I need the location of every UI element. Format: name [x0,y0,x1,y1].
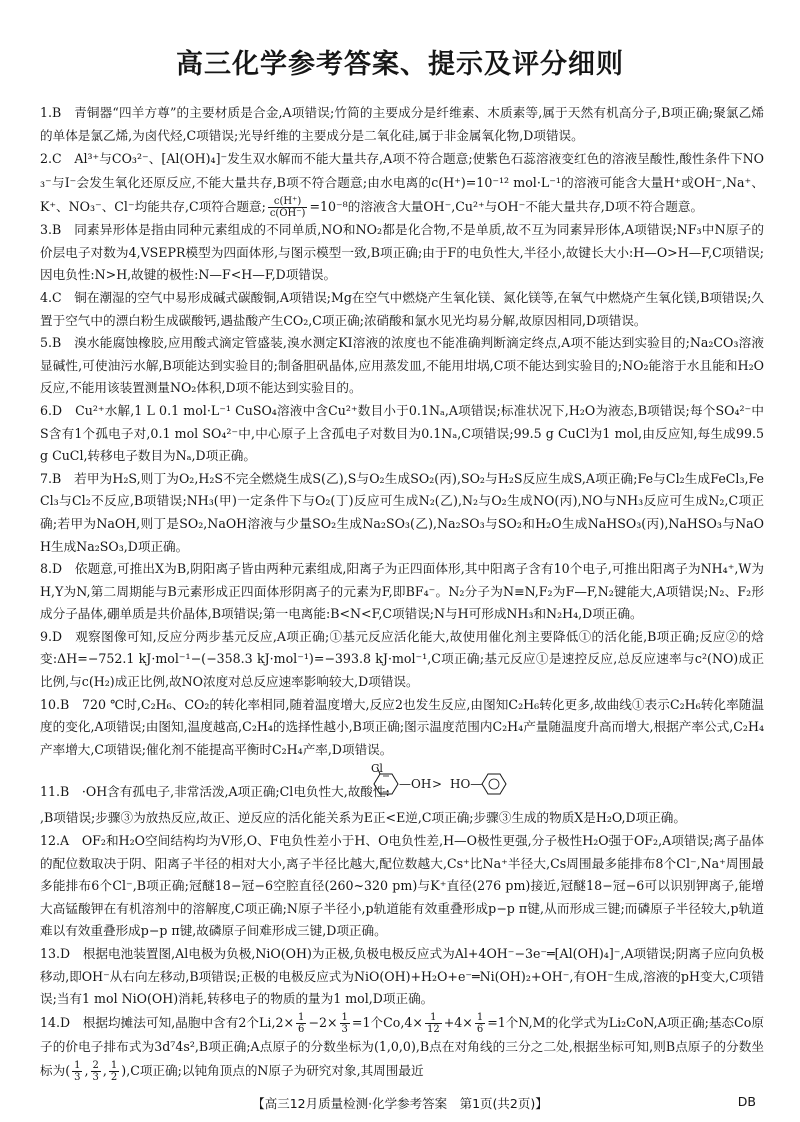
fraction-one-twelfth [425,1012,442,1035]
answer-item-9: 9.D 观察图像可知,反应分两步基元反应,A项正确;①基元反应活化能大,故使用催化剂主要降低①的活化能,B项正确;反应②的焓变:ΔH=−752.1 kJ·mol⁻¹−(−358.3 kJ·mol⁻¹)=−393.8 kJ·mol⁻¹,C项正确;基元反应①是速控反应,总反应速率与c²(NO)成正比例,与c(H₂)成正比例,故NO浓度对总反应速率影响较大,D项错误。 [40,628,764,690]
answer-item-3: 3.B 同素异形体是指由同种元素组成的不同单质,NO和NO₂都是化合物,不是单质,故不互为同素异形体,A项错误;NF₃中N原子的价层电子对数为4,VSEPR模型为四面体形,与图示模型一致,B项正确;由于F的电负性大,半径小,故键长大小:H—O>H—F,C项错误;因电负性:N>H,故键的极性:N—F<H—F,D项错误。 [40,222,764,283]
answer-item-6: 6.D Cu²⁺水解,1 L 0.1 mol·L⁻¹ CuSO₄溶液中含Cu²⁺数目小于0.1Nₐ,A项错误;标准状况下,H₂O为液态,B项错误;每个SO₄²⁻中S含有1个孤电子对,0.1 mol SO₄²⁻中,中心原子上含孤电子对数目为0.1Nₐ,C项错误;99.5 g CuCl为1 mol,由反应知,每生成99.5 g CuCl,转移电子数目为Nₐ,D项正确。 [40,402,764,464]
ratio-numerator: c(H⁺) [268,196,308,208]
ratio-value: =10⁻⁸ [309,199,348,215]
answer-list [40,102,764,1083]
acidity-greater-than: > [432,777,443,792]
answer-item-11 [40,763,764,830]
answer-item-13: 13.D 根据电池装置图,Al电极为负极,NiO(OH)为正极,负极电极反应式为Al+4OH⁻−3e⁻═[Al(OH)₄]⁻,A项错误;阴离子应向负极移动,即OH⁻从右向左移动,B项错误;正极的电极反应式为NiO(OH)+H₂O+e⁻═Ni(OH)₂+OH⁻,有OH⁻生成,溶液的pH变大,C项错误;当有1 mol NiO(OH)消耗,转移电子的物质的量为1 mol,D项正确。 [40,946,764,1007]
frac-den: 2 [110,1071,118,1083]
chlorine-label: Cl [371,763,383,776]
frac-num: 2 [92,1059,99,1071]
coord-y-fraction [91,1060,101,1083]
frac-num: 1 [476,1011,484,1023]
phenol-ring-icon [482,774,506,794]
coord-close-paren: ) [121,1062,127,1078]
answer-item-14 [40,1011,764,1083]
frac-den: 6 [476,1023,484,1035]
answer-item-5: 5.B 溴水能腐蚀橡胶,应用酸式滴定管盛装,溴水测定KI溶液的浓度也不能准确判断滴定终点,A项不能达到实验目的;Na₂CO₃溶液显碱性,可使油污水解,B项能达到实验目的;制备胆矾晶体,应用蒸发皿,不能用坩埚,C项不能达到实验目的;NO₂能溶于水且能和H₂O反应,不能用该装置测量NO₂体积,D项不能达到实验目的。 [40,335,764,396]
answer-item-11-tail: ,B项错误;步骤③为放热反应,故正、逆反应的活化能关系为E正<E逆,C项正确;步骤③生成的物质X是H₂O,D项正确。 [40,810,686,826]
coord-z-fraction [109,1060,119,1083]
n-count-b: +4× [443,1014,473,1030]
page-footer: 【高三12月质量检测·化学参考答案 第1页(共2页)】 [252,1096,548,1111]
aromatic-circle [489,779,499,789]
answer-item-2-tail: 的溶液含大量OH⁻,Cu²⁺与OH⁻不能大量共存,D项不符合题意。 [347,199,704,215]
answer-item-7: 7.B 若甲为H₂S,则丁为O₂,H₂S不完全燃烧生成S(乙),S与O₂生成SO₂(丙),SO₂与H₂S反应生成S,A项正确;Fe与Cl₂生成FeCl₃,FeCl₃与Cl₂不反应,B项错误;NH₃(甲)一定条件下与O₂(丁)反应可生成N₂(乙),N₂与O₂生成NO(丙),NO与NH₃反应可生成N₂,C项正确;若甲为NaOH,则丁是SO₂,NaOH溶液与少量SO₂生成Na₂SO₃(乙),Na₂SO₃与SO₂和H₂O生成NaHSO₃(丙),NaHSO₃与NaOH生成Na₂SO₃,D项正确。 [40,470,764,554]
frac-num: 1 [74,1059,81,1071]
concentration-ratio-fraction [268,196,308,219]
phenol-ho-label: HO— [450,777,483,792]
answer-item-14-tail: ,C项正确;以钝角顶点的N原子为研究对象,其周围最近 [126,1062,424,1078]
answer-item-14-co: =1个Co, [351,1014,405,1030]
frac-den: 3 [74,1071,81,1083]
fraction-one-sixth [475,1012,485,1035]
answer-item-2-text: 2.C Al³⁺与CO₃²⁻、[Al(OH)₄]⁻发生双水解而不能大量共存,A项不符合题意;使紫色石蕊溶液变红色的溶液呈酸性,酸性条件下NO₃⁻与I⁻会发生氧化还原反应,不能大量共存,B项不符合题意;由水电离的c(H⁺)=10⁻¹² mol·L⁻¹的溶液可能含大量H⁺或OH⁻,Na⁺、K⁺、NO₃⁻、Cl⁻均能共存,C项符合题意; [40,151,764,215]
footer-code: DB [737,1094,756,1109]
answer-item-11-text: 11.B ·OH含有孤电子,非常活泼,A项正确;Cl电负性大,故酸性: [40,784,390,800]
frac-num: 1 [298,1011,305,1023]
frac-den: 12 [426,1023,440,1035]
answer-item-14-n: =1个N,M的化学式为Li₂CoN,A项正确;基态Co原子的价电子排布式为3d⁷4s²,B项正确;A点原子的分数坐标为(1,0,0),B点在对角线的三分之二处,根据坐标可知,则B点原子的分数坐标为 [40,1014,764,1078]
ratio-denominator: c(OH⁻) [269,208,306,220]
page-title: 高三化学参考答案、提示及评分细则 [176,49,624,80]
n-count-a: 4× [404,1014,423,1030]
answer-item-1: 1.B 青铜器“四羊方尊”的主要材质是合金,A项错误;竹简的主要成分是纤维素、木质素等,属于天然有机高分子,B项正确;聚氯乙烯的单体是氯乙烯,为卤代烃,C项错误;光导纤维的主要成分是二氧化硅,属于非金属氧化物,D项错误。 [40,105,764,143]
acidity-structure-svg [40,763,764,807]
frac-num: 1 [425,1012,442,1024]
coord-x-fraction [72,1060,82,1083]
frac-den: 3 [341,1023,348,1035]
answer-item-10: 10.B 720 ℃时,C₂H₆、CO₂的转化率相同,随着温度增大,反应2也发生反应,由图知C₂H₆转化更多,故曲线①表示C₂H₆转化率随温度的变化,A项错误;由图知,温度越高,C₂H₄的选择性越小,B项正确;图示温度范围内C₂H₄产量随温度升高而增大,根据产率公式,C₂H₄产率增大,C项错误;催化剂不能提高平衡时C₂H₄产率,D项错误。 [40,696,764,757]
chlorophenol-oh-label: —OH [399,777,432,792]
answer-item-2 [40,147,764,219]
frac-den: 3 [92,1071,99,1083]
answer-item-14-text: 14.D 根据均摊法可知,晶胞中含有2个Li, [40,1014,276,1030]
fraction-one-sixth [296,1012,306,1035]
answer-item-8: 8.D 依题意,可推出X为B,阴阳离子皆由两种元素组成,阳离子为正四面体形,其中阳离子含有10个电子,可推出阳离子为NH₄⁺,W为H,Y为N,第二周期能与B元素形成正四面体形阴离子的元素为F,即BF₄⁻。N₂分子为N≡N,F₂为F—F,N₂键能大,A项错误;N₂、F₂形成分子晶体,硼单质是共价晶体,B项错误;第一电离能:B<N<F,C项错误;N与H可形成NH₃和N₂H₄,D项正确。 [40,561,764,622]
frac-num: 1 [110,1059,118,1071]
answer-item-4: 4.C 铜在潮湿的空气中易形成碱式碳酸铜,A项错误;Mg在空气中燃烧产生氧化镁、氮化镁等,在氧气中燃烧产生氧化镁,B项错误;久置于空气中的漂白粉生成碳酸钙,遇盐酸产生CO₂,C项正确;浓硝酸和氯水见光均易分解,故原因相同,D项错误。 [40,289,764,328]
frac-num: 1 [341,1011,348,1023]
acidity-comparison-row [40,763,764,807]
answer-item-12: 12.A OF₂和H₂O空间结构均为V形,O、F电负性差小于H、O电负性差,H—O极性更强,分子极性H₂O强于OF₂,A项错误;离子晶体的配位数取决于阴、阳离子半径的相对大小,离子半径比越大,配位数越大,Cs⁺比Na⁺半径大,Cs周围最多能排布8个Cl⁻,Na⁺周围最多能排布6个Cl⁻,B项正确;冠醚18−冠−6空腔直径(260~320 pm)与K⁺直径(276 pm)接近,冠醚18−冠−6可以识别钾离子,能增大高锰酸钾在有机溶剂中的溶解度,C项正确;N原子半径小,p轨道能有效重叠形成p−p π键,从而形成三键;而磷原子半径较大,p轨道难以有效重叠形成p−p π键,故磷原子间难形成三键,D项正确。 [40,833,764,939]
coord-open-paren: ( [65,1062,71,1078]
li-count-a: 2× [275,1014,295,1030]
coord-comma: , [84,1062,89,1078]
li-count-b: −2× [308,1014,338,1030]
fraction-one-third [340,1012,350,1035]
frac-den: 6 [298,1023,305,1035]
coord-comma: , [102,1062,107,1078]
